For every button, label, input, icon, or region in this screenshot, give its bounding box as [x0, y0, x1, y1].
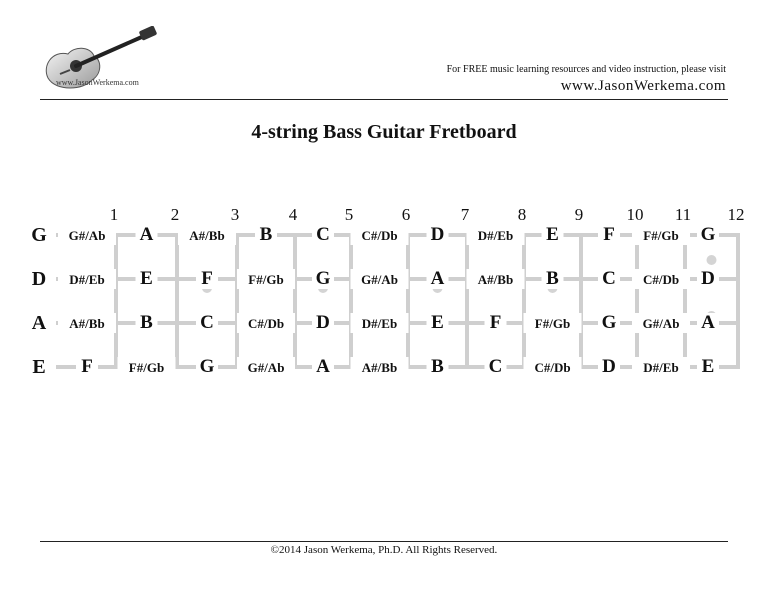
note-label: G — [315, 268, 331, 289]
fret-number: 1 — [109, 205, 119, 224]
note-label: F — [489, 312, 502, 333]
page-title: 4-string Bass Guitar Fretboard — [251, 121, 517, 143]
note-label: C — [316, 224, 330, 245]
note-label: A#/Bb — [69, 316, 105, 331]
fret-bar — [235, 233, 239, 369]
fret-bar — [293, 233, 297, 369]
fret-bar — [579, 233, 583, 369]
note-label: E — [140, 268, 153, 289]
fret-bar — [465, 233, 469, 369]
note-label: C — [200, 312, 214, 333]
logo-url: www.JasonWerkema.com — [56, 78, 139, 87]
fret-number: 3 — [230, 205, 240, 224]
note-label: D — [316, 312, 330, 333]
fret-number: 12 — [727, 205, 745, 224]
fret-number: 5 — [344, 205, 354, 224]
copyright-footer: ©2014 Jason Werkema, Ph.D. All Rights Reserved. — [270, 544, 498, 556]
inlay-dot — [707, 255, 717, 265]
note-label: B — [546, 268, 559, 289]
note-label: C#/Db — [361, 228, 398, 243]
note-label: E — [431, 312, 444, 333]
open-string-label: E — [32, 356, 46, 378]
note-label: F — [201, 268, 213, 289]
note-label: G — [199, 356, 215, 377]
note-label: C#/Db — [247, 316, 285, 331]
fret-bar — [683, 233, 687, 369]
note-label: A#/Bb — [361, 360, 398, 375]
fret-bar — [522, 233, 526, 369]
note-label: F#/Gb — [248, 272, 284, 287]
note-label: D — [430, 224, 445, 245]
note-label: G#/Ab — [247, 360, 285, 375]
website-link[interactable]: www.JasonWerkema.com — [560, 78, 726, 94]
note-label: E — [546, 224, 559, 245]
fret-number: 9 — [574, 205, 584, 224]
fret-bar — [175, 233, 179, 369]
note-label: C#/Db — [642, 272, 680, 287]
fret-bar — [635, 233, 639, 369]
footer-divider — [40, 541, 728, 542]
open-string-label: G — [31, 224, 47, 246]
note-label: G — [700, 224, 716, 245]
note-label: A#/Bb — [189, 228, 225, 243]
note-label: A — [701, 312, 715, 333]
fret-number: 2 — [170, 205, 180, 224]
fret-bar — [736, 233, 740, 369]
fret-number: 6 — [401, 205, 411, 224]
note-label: G#/Ab — [642, 316, 680, 331]
note-label: A — [430, 268, 445, 289]
note-label: D#/Eb — [643, 360, 679, 375]
tagline: For FREE music learning resources and video instruction, please visit — [446, 64, 726, 75]
fret-number: 10 — [626, 205, 644, 224]
note-label: A#/Bb — [477, 272, 514, 287]
note-label: E — [701, 356, 715, 377]
note-label: D#/Eb — [477, 228, 514, 243]
note-label: C#/Db — [534, 360, 571, 375]
fret-number: 11 — [674, 205, 692, 224]
fret-number: 8 — [517, 205, 527, 224]
note-label: B — [259, 224, 273, 245]
note-label: B — [431, 356, 444, 377]
note-label: F — [81, 356, 93, 377]
note-label: G#/Ab — [68, 228, 106, 243]
note-label: G#/Ab — [361, 272, 398, 287]
note-label: F#/Gb — [128, 360, 165, 375]
note-label: A — [139, 224, 154, 245]
fret-number: 4 — [288, 205, 298, 224]
note-label: D#/Eb — [69, 272, 105, 287]
note-label: D#/Eb — [361, 316, 398, 331]
note-label: D — [602, 356, 616, 377]
open-string-label: A — [31, 312, 47, 334]
fret-bar — [114, 233, 118, 369]
note-label: D — [701, 268, 715, 289]
open-string-label: D — [31, 268, 47, 290]
note-label: A — [316, 356, 330, 377]
fret-number: 7 — [460, 205, 470, 224]
note-label: C — [602, 268, 616, 289]
note-label: F — [603, 224, 615, 245]
note-label: B — [140, 312, 153, 333]
fret-bar — [349, 233, 353, 369]
note-label: G — [601, 312, 617, 333]
note-label: C — [488, 356, 503, 377]
note-label: F#/Gb — [534, 316, 571, 331]
note-label: F#/Gb — [643, 228, 679, 243]
fret-bar — [406, 233, 410, 369]
